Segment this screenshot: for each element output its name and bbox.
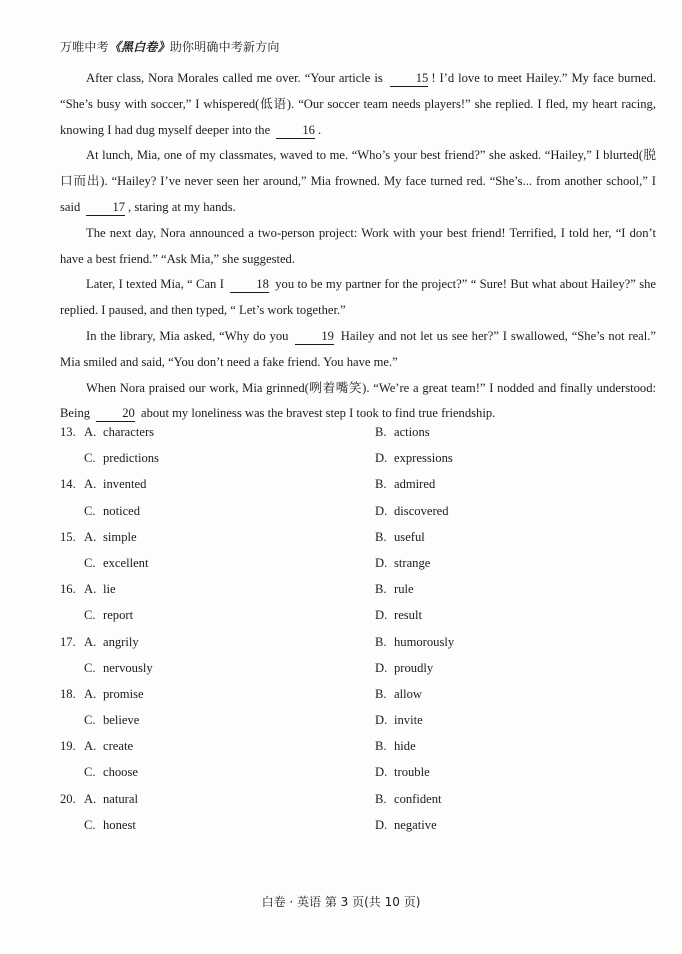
question-19-row — [60, 765, 660, 791]
option-letter[interactable]: A. — [84, 686, 97, 701]
option-text[interactable]: hide — [394, 739, 416, 754]
question-20-row — [60, 818, 660, 844]
question-13-row — [60, 425, 660, 451]
passage-text: Hailey and not let us see her?” I swallowed, “She’s not real.” Mia smiled and said, “You don’t need a fake friend. You have me.” — [60, 328, 656, 369]
option-letter[interactable]: C. — [84, 817, 96, 832]
question-number: 19. — [60, 739, 76, 754]
question-number: 16. — [60, 582, 76, 597]
blank-17[interactable]: 17 — [86, 200, 125, 216]
passage-text: After class, Nora Morales called me over. “Your article is — [86, 71, 387, 85]
question-number: 15. — [60, 529, 76, 544]
question-number: 17. — [60, 634, 76, 649]
option-text[interactable]: result — [394, 608, 422, 623]
option-text[interactable]: trouble — [394, 765, 430, 780]
option-letter[interactable]: D. — [375, 555, 388, 570]
option-letter[interactable]: B. — [375, 582, 387, 597]
option-letter[interactable]: A. — [84, 425, 97, 439]
option-text[interactable]: expressions — [394, 451, 453, 466]
option-letter[interactable]: D. — [375, 765, 388, 780]
passage-text: , staring at my hands. — [128, 199, 236, 214]
question-18-row — [60, 713, 660, 739]
page-footer: 白卷 · 英语 第 3 页(共 10 页) — [261, 895, 421, 909]
option-letter[interactable]: C. — [84, 660, 96, 675]
option-letter[interactable]: C. — [84, 555, 96, 570]
question-number: 13. — [60, 425, 76, 439]
option-text[interactable]: invented — [103, 477, 147, 492]
question-15-row — [60, 556, 660, 582]
option-text[interactable]: confident — [394, 791, 442, 806]
option-letter[interactable]: B. — [375, 529, 387, 544]
option-letter[interactable]: A. — [84, 791, 97, 806]
option-text[interactable]: simple — [103, 529, 137, 544]
option-letter[interactable]: B. — [375, 739, 387, 754]
option-text[interactable]: proudly — [394, 660, 434, 675]
question-16-row — [60, 608, 660, 634]
option-letter[interactable]: B. — [375, 425, 387, 439]
blank-20[interactable]: 20 — [96, 406, 135, 422]
option-text[interactable]: allow — [394, 686, 422, 701]
option-letter[interactable]: C. — [84, 713, 96, 728]
option-letter[interactable]: A. — [84, 739, 97, 754]
option-letter[interactable]: A. — [84, 582, 97, 597]
passage-paragraph — [60, 221, 656, 273]
option-letter[interactable]: B. — [375, 686, 387, 701]
passage-paragraph — [60, 324, 656, 376]
option-letter[interactable]: D. — [375, 608, 388, 623]
blank-15[interactable]: 15 — [390, 71, 429, 87]
option-letter[interactable]: C. — [84, 503, 96, 518]
option-letter[interactable]: D. — [375, 451, 388, 466]
option-text[interactable]: noticed — [103, 503, 141, 518]
option-text[interactable]: strange — [394, 555, 431, 570]
option-letter[interactable]: D. — [375, 713, 388, 728]
option-text[interactable]: admired — [394, 477, 436, 492]
page-header — [60, 38, 280, 55]
passage-text: In the library, Mia asked, “Why do you — [86, 328, 293, 343]
option-text[interactable]: characters — [103, 425, 155, 439]
question-17-row — [60, 661, 660, 687]
question-20-row — [60, 792, 660, 818]
passage-text: At lunch, Mia, one of my classmates, waved to me. “Who’s your best friend?” she asked. “Hailey,” I blurted(脱口而出). “Hailey? I’ve never seen her around,” Mia frowned. My face turned red. “She’s... from another school,” I said — [60, 148, 656, 214]
passage-text: ! I’d love to meet Hailey.” My face burned. “She’s busy with soccer,” I whispered(低语). “Our soccer team needs players!” she replied. I fled, my heart racing, knowing I had dug myself deeper into the — [60, 71, 656, 137]
option-text[interactable]: natural — [103, 791, 138, 806]
question-18-row — [60, 687, 660, 713]
option-text[interactable]: lie — [103, 582, 116, 597]
question-14-row — [60, 504, 660, 530]
option-letter[interactable]: D. — [375, 503, 388, 518]
option-letter[interactable]: A. — [84, 477, 97, 492]
option-text[interactable]: excellent — [103, 555, 149, 570]
passage-text: The next day, Nora announced a two-person project: Work with your best friend! Terrified, I told her, “I don’t have a best friend.” “Ask Mia,” she suggested. — [60, 225, 656, 266]
option-text[interactable]: believe — [103, 713, 140, 728]
passage-paragraph — [60, 143, 656, 220]
passage-text: Later, I texted Mia, “ Can I — [86, 277, 228, 292]
option-text[interactable]: humorously — [394, 634, 455, 649]
option-letter[interactable]: B. — [375, 634, 387, 649]
passage-paragraph — [60, 376, 656, 428]
answer-options — [60, 425, 660, 844]
passage-text: When Nora praised our work, Mia grinned(咧着嘴笑). “We’re a great team!” I nodded and finally understood: Being — [60, 380, 656, 421]
question-13-row — [60, 451, 660, 477]
option-text[interactable]: negative — [394, 817, 437, 832]
blank-19[interactable]: 19 — [295, 329, 334, 345]
question-number: 18. — [60, 686, 76, 701]
option-text[interactable]: choose — [103, 765, 138, 780]
passage-paragraph — [60, 66, 656, 143]
question-15-row — [60, 530, 660, 556]
option-text[interactable]: angrily — [103, 634, 139, 649]
question-16-row — [60, 582, 660, 608]
option-letter[interactable]: C. — [84, 765, 96, 780]
header-brand: 《黑白卷》 — [108, 40, 170, 54]
option-text[interactable]: invite — [394, 713, 423, 728]
reading-passage — [60, 66, 656, 427]
option-letter[interactable]: C. — [84, 608, 96, 623]
option-text[interactable]: honest — [103, 817, 136, 832]
option-letter[interactable]: D. — [375, 660, 388, 675]
blank-18[interactable]: 18 — [230, 277, 269, 293]
option-text[interactable]: actions — [394, 425, 430, 439]
question-number: 14. — [60, 477, 76, 492]
option-letter[interactable]: A. — [84, 634, 97, 649]
passage-text: about my loneliness was the bravest step I took to find true friendship. — [137, 406, 496, 421]
option-text[interactable]: discovered — [394, 503, 449, 518]
option-letter[interactable]: B. — [375, 791, 387, 806]
option-letter[interactable]: A. — [84, 529, 97, 544]
question-14-row — [60, 477, 660, 503]
option-text[interactable]: predictions — [103, 451, 159, 466]
passage-text: . — [317, 122, 322, 137]
question-17-row — [60, 635, 660, 661]
header-prefix: 万唯中考 — [60, 40, 109, 54]
passage-text: you to be my partner for the project?” “ Sure! But what about Hailey?” she replied. I paused, and then typed, “ Let’s work together.” — [60, 277, 656, 318]
blank-16[interactable]: 16 — [276, 123, 315, 139]
option-text[interactable]: nervously — [103, 660, 153, 675]
question-number: 20. — [60, 791, 76, 806]
passage-paragraph — [60, 272, 656, 324]
option-text[interactable]: create — [103, 739, 134, 754]
header-slogan: 助你明确中考新方向 — [169, 40, 280, 54]
option-text[interactable]: promise — [103, 686, 144, 701]
option-letter[interactable]: C. — [84, 451, 96, 466]
option-text[interactable]: rule — [394, 582, 414, 597]
option-letter[interactable]: D. — [375, 817, 388, 832]
option-text[interactable]: report — [103, 608, 134, 623]
question-19-row — [60, 739, 660, 765]
option-letter[interactable]: B. — [375, 477, 387, 492]
option-text[interactable]: useful — [394, 529, 425, 544]
